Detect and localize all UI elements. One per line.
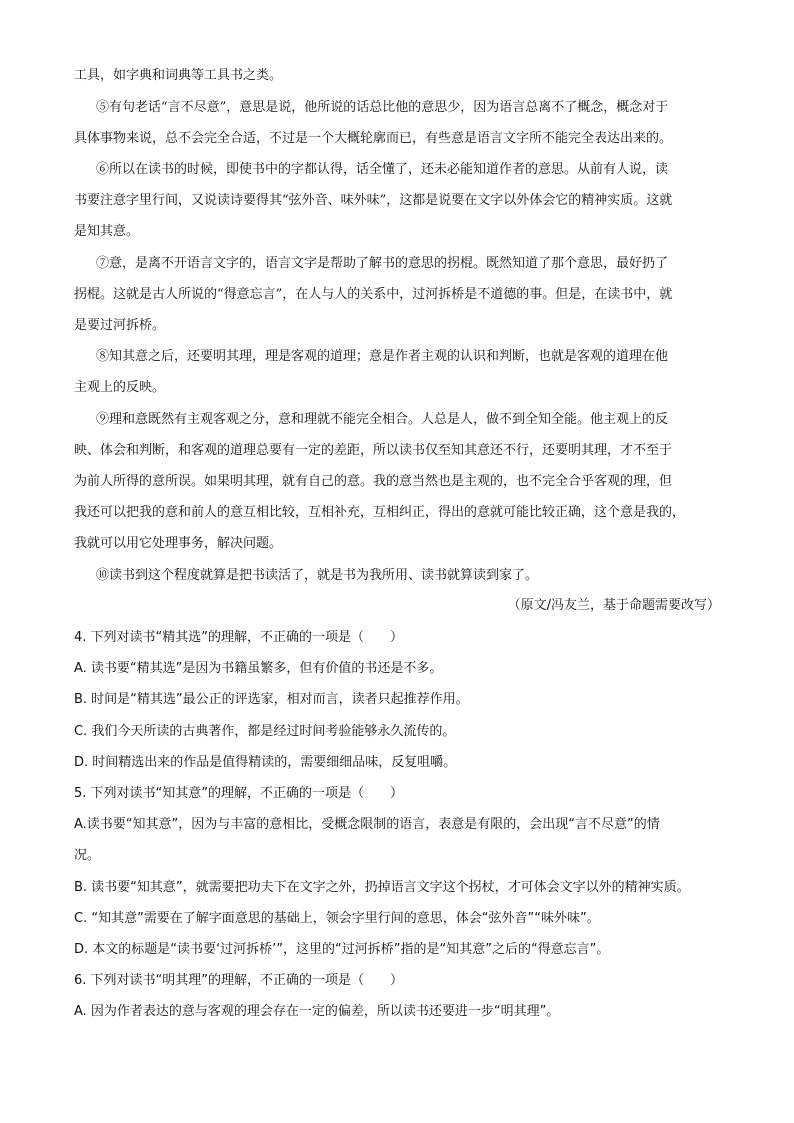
passage-line: 映、体会和判断，和客观的道理总要有一定的差距，所以读书仅至知其意还不行，还要明其理，才不至于 [74, 443, 673, 458]
option-5b: B. 读书要“知其意”，就需要把功夫下在文字之外，扔掉语言文字这个拐杖，才可体会文字以外的精神实质。 [74, 880, 690, 895]
passage-line: ⑤有句老话“言不尽意”，意思是说，他所说的话总比他的意思少，因为语言总离不了概念，概念对于 [96, 100, 669, 115]
option-4a: A. 读书要“精其选”是因为书籍虽繁多，但有价值的书还是不多。 [74, 661, 443, 676]
option-4d: D. 时间精选出来的作品是值得精读的，需要细细品味，反复咀嚼。 [74, 755, 457, 770]
option-4b: B. 时间是“精其选”最公正的评选家，相对而言，读者只起推荐作用。 [74, 692, 469, 707]
passage-line: 书要注意字里行间，又说读诗要得其“弦外音、味外味”，这都是说要在文字以外体会它的精神实质。这就 [74, 193, 673, 208]
passage-line: 是要过河拆桥。 [74, 318, 166, 333]
passage-line: 拐棍。这就是古人所说的“得意忘言”，在人与人的关系中，过河拆桥是不道德的事。但是，在读书中，就 [74, 287, 673, 302]
source-citation: （原文/冯友兰，基于命题需要改写） [507, 598, 720, 613]
question-5: 5. 下列对读书“知其意”的理解，不正确的一项是（ ） [74, 786, 404, 801]
option-5c: C. “知其意”需要在了解字面意思的基础上，领会字里行间的意思，体会“弦外音”“味外味”。 [74, 911, 600, 926]
passage-line: 具体事物来说，总不会完全合适，不过是一个大概轮廓而已，有些意是语言文字所不能完全表达出来的。 [74, 131, 673, 146]
question-4: 4. 下列对读书“精其选”的理解，不正确的一项是（ ） [74, 630, 404, 645]
passage-line: 主观上的反映。 [74, 380, 166, 395]
passage-line: ⑥所以在读书的时候，即使书中的字都认得，话全懂了，还未必能知道作者的意思。从前有人说，读 [96, 162, 669, 177]
option-5a-cont: 况。 [74, 848, 101, 863]
option-5d: D. 本文的标题是“读书要‘过河拆桥’”，这里的“过河拆桥”指的是“知其意”之后的“得意忘言”。 [74, 942, 610, 957]
passage-line: ⑩读书到这个程度就算是把书读活了，就是书为我所用、读书就算读到家了。 [96, 568, 539, 583]
passage-line: ⑦意，是离不开语言文字的，语言文字是帮助了解书的意思的拐棍。既然知道了那个意思，最好扔了 [96, 256, 669, 271]
option-6a: A. 因为作者表达的意与客观的理会存在一定的偏差，所以读书还要进一步“明其理”。 [74, 1004, 560, 1019]
option-5a: A.读书要“知其意”，因为与丰富的意相比，受概念限制的语言，表意是有限的，会出现“言不尽意”的情 [74, 817, 660, 832]
passage-line: ⑨理和意既然有主观客观之分，意和理就不能完全相合。人总是人，做不到全知全能。他主观上的反 [96, 412, 669, 427]
passage-line: 为前人所得的意所误。如果明其理，就有自己的意。我的意当然也是主观的，也不完全合乎客观的理，但 [74, 474, 673, 489]
question-6: 6. 下列对读书“明其理”的理解，不正确的一项是（ ） [74, 973, 404, 988]
passage-line: ⑧知其意之后，还要明其理，理是客观的道理；意是作者主观的认识和判断，也就是客观的道理在他 [96, 349, 669, 364]
passage-line: 是知其意。 [74, 224, 140, 239]
option-4c: C. 我们今天所读的古典著作，都是经过时间考验能够永久流传的。 [74, 724, 456, 739]
passage-line: 我还可以把我的意和前人的意互相比较，互相补充，互相纠正，得出的意就可能比较正确，这个意是我的， [74, 505, 686, 520]
passage-line: 工具，如字典和词典等工具书之类。 [74, 68, 283, 83]
passage-line: 我就可以用它处理事务，解决问题。 [74, 536, 283, 551]
